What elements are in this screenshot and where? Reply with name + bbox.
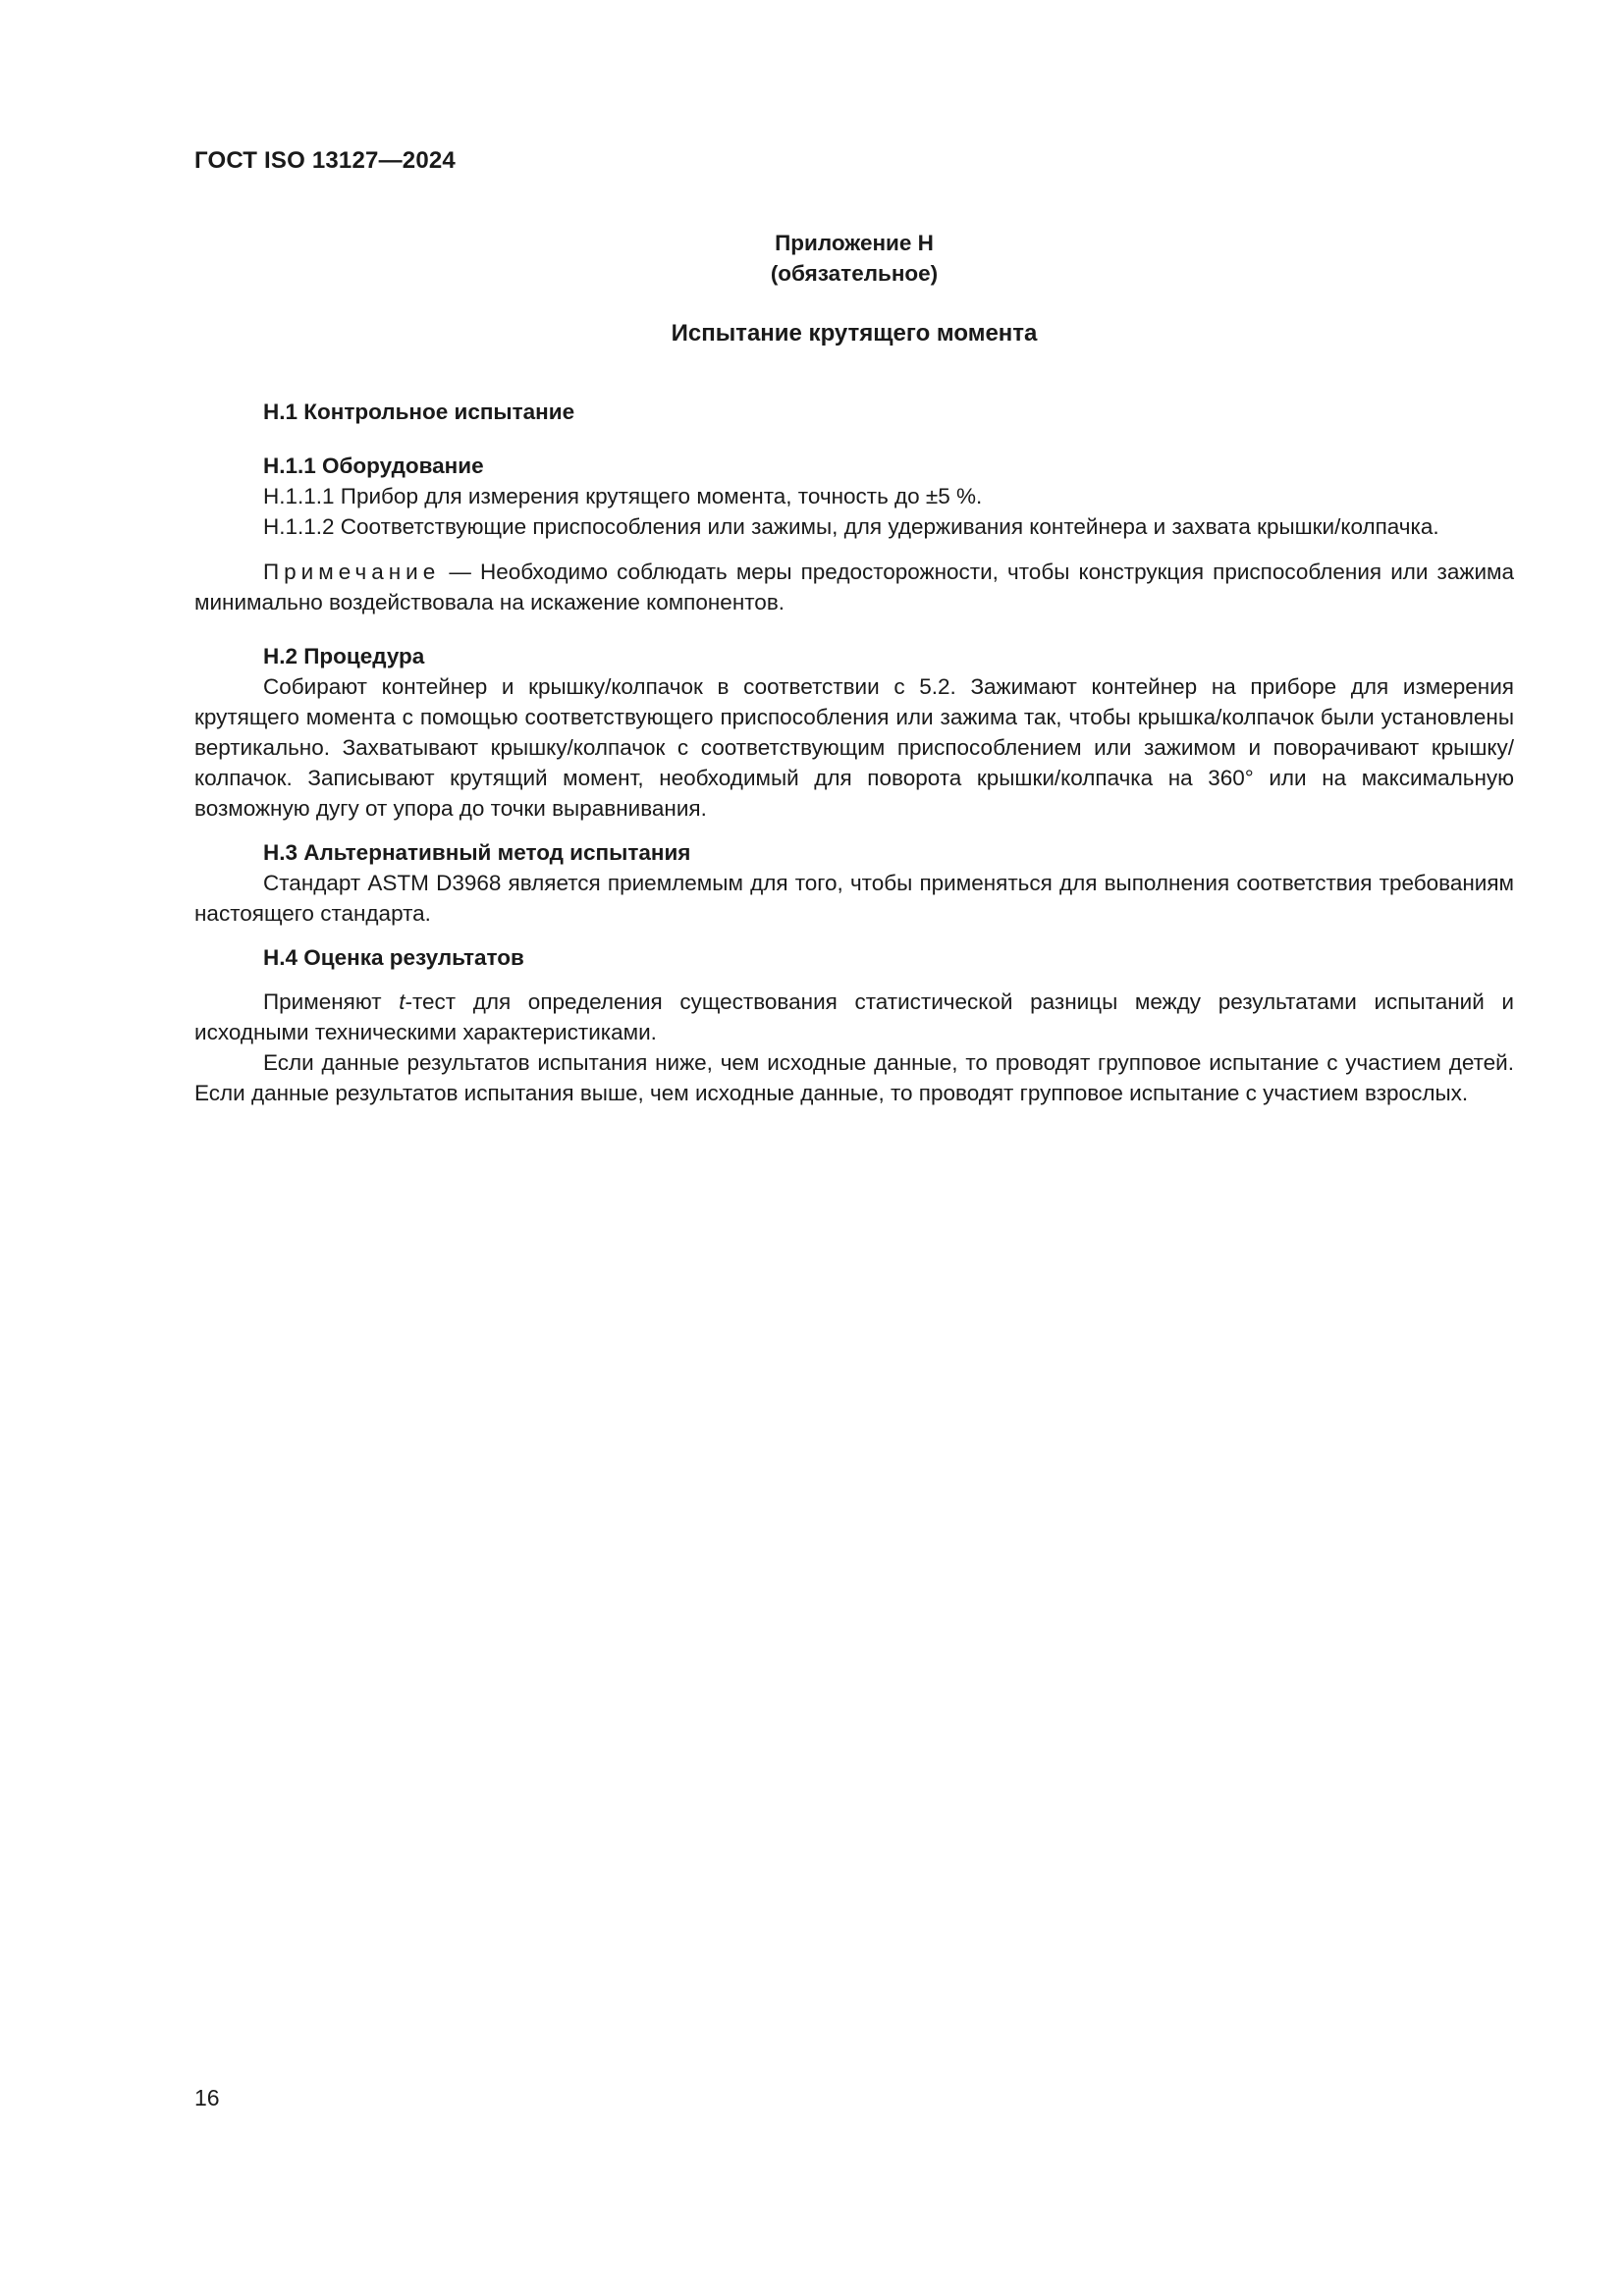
document-body (194, 397, 1514, 1108)
note-label: Примечание (263, 560, 441, 584)
page-number: 16 (194, 2085, 220, 2110)
procedure-text: Собирают контейнер и крышку/колпачок в соответствии с 5.2. Зажимают контейнер на приборе для измерения крутящего момента с помощью соответствующего приспособления или зажима так, чтобы крышка/колпачок были установлены вертикально. Захватывают крышку/колпачок с соответствующим приспособлением или зажимом и поворачивают крышку/колпачок. Записывают крутящий момент, необходимый для поворота крышки/колпачка на 360° или на максимальную возможную дугу от упора до точки выравнивания. (194, 674, 1514, 821)
evaluation-paragraph-2: Если данные результатов испытания ниже, чем исходные данные, то проводят групповое испытание с участием детей. Если данные результатов испытания выше, чем исходные данные, то проводят групповое испытание с участием взрослых. (194, 1050, 1514, 1105)
section-h2-heading: Н.2 Процедура (263, 644, 425, 668)
alternative-method-text: Стандарт ASTM D3968 является приемлемым для того, чтобы применяться для выполнения соответствия требованиям настоящего стандарта. (194, 871, 1514, 926)
evaluation-text-start: Применяют (263, 989, 400, 1014)
t-test-symbol: t (399, 989, 406, 1014)
evaluation-text-end: -тест для определения существования статистической разницы между результатами испытаний и исходными техническими характеристиками. (194, 989, 1514, 1044)
appendix-status: (обязательное) (770, 261, 939, 286)
section-h4-heading: Н.4 Оценка результатов (263, 945, 524, 970)
section-h11-heading: Н.1.1 Оборудование (263, 454, 484, 478)
appendix-title: Испытание крутящего момента (671, 320, 1038, 347)
equipment-item-2: Н.1.1.2 Соответствующие приспособления или зажимы, для удерживания контейнера и захвата крышки/колпачка. (263, 514, 1439, 539)
section-h1-heading: Н.1 Контрольное испытание (263, 400, 575, 424)
note-paragraph (194, 557, 1514, 617)
equipment-item-1: Н.1.1.1 Прибор для измерения крутящего момента, точность до ±5 %. (263, 484, 983, 508)
evaluation-paragraph-1 (194, 987, 1514, 1047)
appendix-heading (194, 228, 1514, 289)
section-h3-heading: Н.3 Альтернативный метод испытания (263, 840, 691, 865)
note-text: — Необходимо соблюдать меры предосторожности, чтобы конструкция приспособления или зажима минимально воздействовала на искажение компонентов. (194, 560, 1514, 614)
standard-designation: ГОСТ ISO 13127—2024 (194, 147, 456, 174)
appendix-label: Приложение Н (775, 231, 934, 255)
